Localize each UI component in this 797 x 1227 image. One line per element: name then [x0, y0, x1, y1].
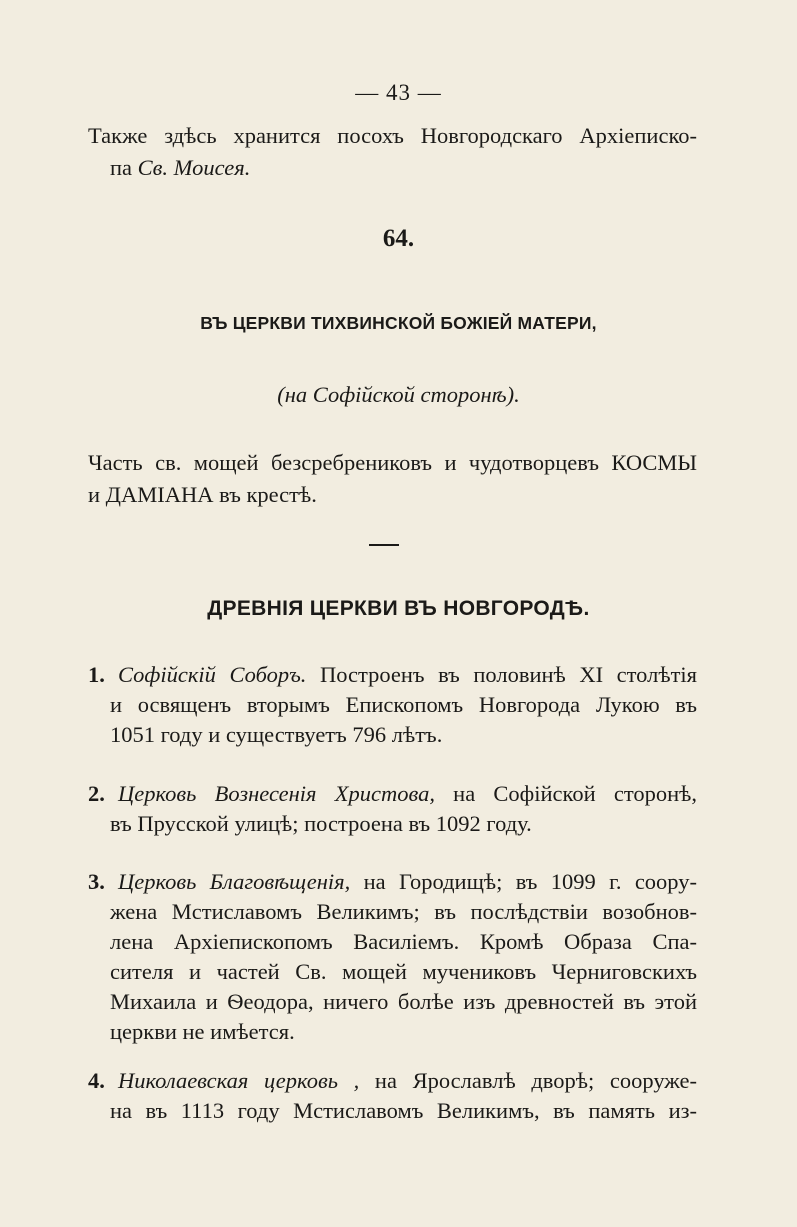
entry-text: Построенъ въ половинѣ XI столѣтія: [306, 662, 697, 687]
entry-3-line-2: жена Мстиславомъ Великимъ; въ послѣдствіи возобнов-: [110, 899, 697, 924]
entry-text: на Ярославлѣ дворѣ; сооруже-: [359, 1068, 698, 1093]
entry-title: Софійскій Соборъ.: [118, 662, 307, 687]
entry-3-line-6: церкви не имѣется.: [110, 1019, 295, 1044]
entry-3-line-1: [118, 868, 697, 896]
section-line-1: Часть св. мощей безсребрениковъ и чудотворцевъ КОСМЫ: [88, 450, 697, 475]
intro-line-2: [110, 154, 250, 182]
entry-number: 1.: [88, 662, 105, 687]
entry-4-line-2: на въ 1113 году Мстиславомъ Великимъ, въ память из-: [110, 1098, 697, 1123]
entry-2-line-1: [118, 780, 697, 808]
entry-number: 3.: [88, 869, 105, 894]
section-subheading: (на Софійской сторонѣ).: [277, 382, 520, 407]
entry-title: Николаевская церковь ,: [118, 1068, 360, 1093]
section-line-2: и ДАМІАНА въ крестѣ.: [88, 482, 317, 507]
entry-number: 2.: [88, 781, 105, 806]
entry-1-line-1: [118, 661, 697, 689]
entry-text: на Городищѣ; въ 1099 г. соору-: [350, 869, 697, 894]
entry-1-line-3: 1051 году и существуетъ 796 лѣтъ.: [110, 722, 443, 747]
entry-3-line-5: Михаила и Ѳеодора, ничего болѣе изъ древностей въ этой: [110, 989, 697, 1014]
section-heading: ВЪ ЦЕРКВИ ТИХВИНСКОЙ БОЖІЕЙ МАТЕРИ,: [200, 313, 597, 333]
entry-number: 4.: [88, 1068, 105, 1093]
entry-2-line-2: въ Прусской улицѣ; построена въ 1092 году.: [110, 811, 532, 836]
divider-rule: [369, 544, 399, 546]
entry-1-line-2: и освященъ вторымъ Епископомъ Новгорода Лукою въ: [110, 692, 697, 717]
entry-3-line-3: лена Архіепископомъ Василіемъ. Кромѣ Образа Спа-: [110, 929, 697, 954]
intro-italic-name: Св. Моисея.: [137, 155, 251, 180]
entry-title: Церковь Вознесенія Христова,: [118, 781, 435, 806]
section-number: 64.: [382, 225, 415, 252]
page-number: — 43 —: [355, 80, 442, 105]
intro-line-1: Также здѣсь хранится посохъ Новгородскаго Архіеписко-: [88, 123, 697, 148]
entry-3-line-4: сителя и частей Св. мощей мучениковъ Черниговскихъ: [110, 959, 697, 984]
entry-text: на Софійской сторонѣ,: [434, 781, 697, 806]
entry-4-line-1: [118, 1067, 697, 1095]
entry-title: Церковь Благовѣщенія,: [118, 869, 351, 894]
main-heading: ДРЕВНІЯ ЦЕРКВИ ВЪ НОВГОРОДѢ.: [207, 597, 590, 620]
intro-line-2-text: па: [110, 155, 138, 180]
